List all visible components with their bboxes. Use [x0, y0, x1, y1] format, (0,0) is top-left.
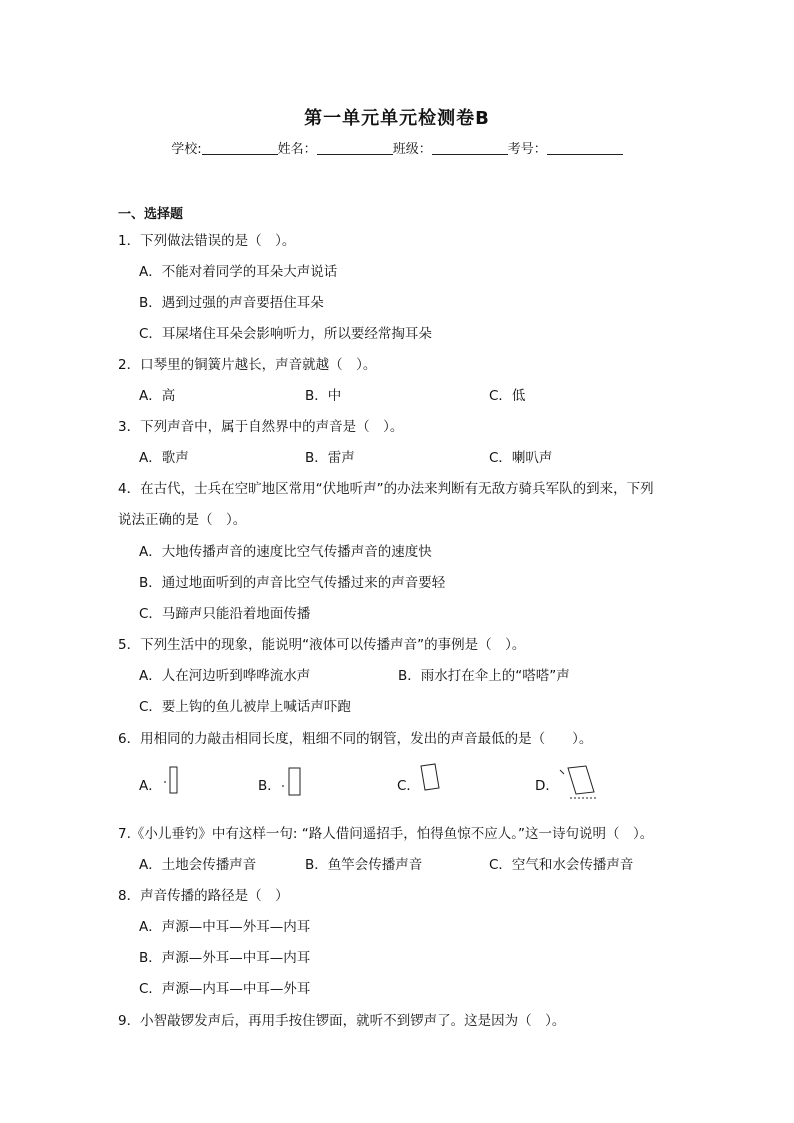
question-2-stem: 2．口琴里的铜簧片越长，声音就越（ ）。	[118, 357, 377, 373]
question-5-option-b: B．雨水打在伞上的“嗒嗒”声	[398, 668, 570, 684]
exam-number-label: 考号：	[507, 142, 547, 157]
question-6-option-c: C．	[397, 778, 420, 794]
page-title: 第一单元单元检测卷B	[304, 108, 490, 129]
question-8-option-a: A．声源—中耳—外耳—内耳	[139, 919, 311, 935]
question-2-option-c: C．低	[489, 388, 526, 404]
question-3-option-b: B．雷声	[305, 450, 355, 466]
question-1-stem: 1．下列做法错误的是（ ）。	[118, 233, 296, 249]
question-1-option-a: A．不能对着同学的耳朵大声说话	[139, 264, 338, 280]
question-9-stem: 9．小智敲锣发声后，再用手按住锣面，就听不到锣声了。这是因为（ ）。	[118, 1013, 566, 1029]
question-4-stem: 4．在古代，士兵在空旷地区常用“伏地听声”的办法来判断有无敌方骑兵军队的到来，下列	[118, 481, 654, 497]
thin-pipe-a-icon	[162, 766, 182, 796]
question-4-stem-continued: 说法正确的是（ ）。	[118, 512, 247, 528]
section-heading: 一、选择题	[118, 207, 184, 222]
question-4-option-c: C．马蹄声只能沿着地面传播	[139, 606, 311, 622]
question-5-stem: 5．下列生活中的现象，能说明“液体可以传播声音”的事例是（ ）。	[118, 637, 526, 653]
question-1-option-b: B．遇到过强的声音要捂住耳朵	[139, 295, 324, 311]
question-8-option-b: B．声源—外耳—中耳—内耳	[139, 950, 311, 966]
student-info-line	[0, 138, 794, 157]
question-6-stem: 6．用相同的力敲击相同长度，粗细不同的钢管，发出的声音最低的是（ ）。	[118, 731, 593, 747]
question-4-option-a: A．大地传播声音的速度比空气传播声音的速度快	[139, 544, 432, 560]
wide-pipe-d-icon	[556, 762, 602, 802]
question-8-option-c: C．声源—内耳—中耳—外耳	[139, 981, 311, 997]
question-2-option-b: B．中	[305, 388, 342, 404]
school-blank	[202, 142, 278, 155]
class-blank	[432, 142, 508, 155]
question-2-option-a: A．高	[139, 388, 176, 404]
question-1-option-c: C．耳屎堵住耳朵会影响听力，所以要经常掏耳朵	[139, 326, 432, 342]
class-label: 班级：	[392, 142, 432, 157]
question-8-stem: 8．声音传播的路径是（ ）	[118, 888, 289, 904]
question-5-option-c: C．要上钩的鱼儿被岸上喊话声吓跑	[139, 699, 351, 715]
question-3-stem: 3．下列声音中，属于自然界中的声音是（ ）。	[118, 419, 404, 435]
pipe-b-icon	[280, 766, 306, 798]
question-5-option-a: A．人在河边听到哗哗流水声	[139, 668, 311, 684]
question-7-option-b: B．鱼竿会传播声音	[305, 857, 423, 873]
question-3-option-a: A．歌声	[139, 450, 189, 466]
question-7-stem: 7.《小儿垂钓》中有这样一句: “路人借问遥招手，怕得鱼惊不应人。”这一诗句说明（ ）。	[118, 826, 654, 842]
question-6-option-a: A．	[139, 778, 162, 794]
question-3-option-c: C．喇叭声	[489, 450, 553, 466]
question-6-option-b: B．	[258, 778, 281, 794]
question-4-option-b: B．通过地面听到的声音比空气传播过来的声音要轻	[139, 575, 446, 591]
question-7-option-c: C．空气和水会传播声音	[489, 857, 634, 873]
name-label: 姓名：	[277, 142, 317, 157]
question-6-option-d: D．	[535, 778, 559, 794]
exam-number-blank	[547, 142, 623, 155]
school-label: 学校:	[171, 142, 202, 157]
name-blank	[317, 142, 393, 155]
pipe-c-icon	[418, 762, 444, 792]
question-7-option-a: A．土地会传播声音	[139, 857, 257, 873]
